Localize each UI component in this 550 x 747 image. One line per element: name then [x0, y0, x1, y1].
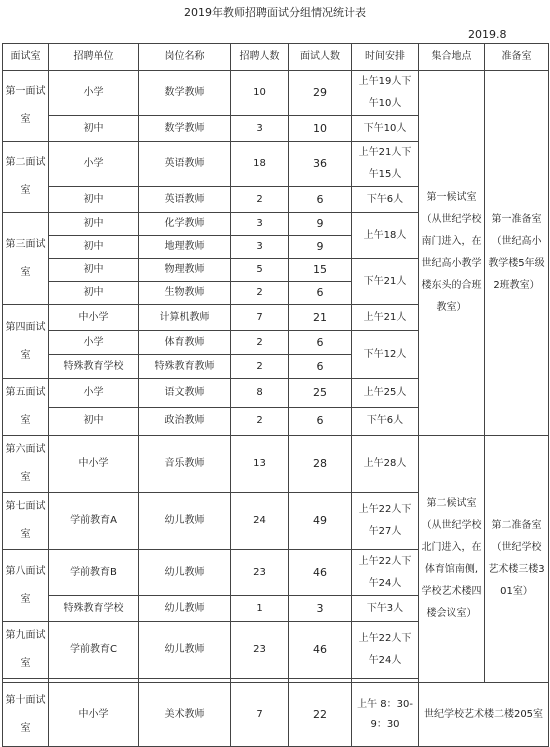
- interview-schedule-table: [2, 43, 549, 747]
- post-cell: 英语教师: [139, 187, 231, 213]
- hire-count-cell: 3: [231, 213, 289, 236]
- unit-cell: 小学: [49, 379, 139, 408]
- time-cell: 下午3人: [352, 596, 419, 622]
- unit-cell: 初中: [49, 407, 139, 436]
- unit-cell: 初中: [49, 236, 139, 259]
- time-cell: 下午10人: [352, 116, 419, 142]
- header-cell: 招聘人数: [231, 44, 289, 71]
- interview-count-cell: 6: [289, 407, 352, 436]
- assembly-cell: 第一候试室（从世纪学校南门进入，在世纪高小教学楼东头的合班教室）: [419, 71, 485, 436]
- time-cell: 下午21人: [352, 259, 419, 305]
- header-cell: 招聘单位: [49, 44, 139, 71]
- unit-cell: 特殊教育学校: [49, 596, 139, 622]
- time-cell: 上午25人: [352, 379, 419, 408]
- time-cell: 上午18人: [352, 213, 419, 259]
- unit-cell: 小学: [49, 331, 139, 355]
- hire-count-cell: 24: [231, 493, 289, 550]
- interview-count-cell: 21: [289, 305, 352, 331]
- header-cell: 时间安排: [352, 44, 419, 71]
- unit-cell: 学前教育A: [49, 493, 139, 550]
- room-cell: 第六面试室: [3, 436, 49, 493]
- post-cell: 化学教师: [139, 213, 231, 236]
- room-cell: 第七面试室: [3, 493, 49, 550]
- table-row: [3, 71, 549, 116]
- document-date: 2019.8: [468, 28, 507, 41]
- room-cell: 第五面试室: [3, 379, 49, 436]
- assembly-cell: 第二候试室（从世纪学校北门进入，在体育馆南侧,学校艺术楼四楼会议室）: [419, 436, 485, 683]
- interview-count-cell: 46: [289, 622, 352, 679]
- unit-cell: 初中: [49, 259, 139, 282]
- hire-count-cell: 2: [231, 355, 289, 379]
- document-title: 2019年教师招聘面试分组情况统计表: [184, 6, 366, 19]
- unit-cell: 特殊教育学校: [49, 355, 139, 379]
- prep-room-cell: 第一准备室（世纪高小教学楼5年级2班教室）: [485, 71, 549, 436]
- table-row: [3, 683, 549, 747]
- post-cell: 幼儿教师: [139, 596, 231, 622]
- hire-count-cell: 23: [231, 622, 289, 679]
- post-cell: 地理教师: [139, 236, 231, 259]
- hire-count-cell: 23: [231, 550, 289, 596]
- hire-count-cell: 2: [231, 407, 289, 436]
- interview-count-cell: 6: [289, 355, 352, 379]
- post-cell: 体育教师: [139, 331, 231, 355]
- room-cell: 第八面试室: [3, 550, 49, 622]
- hire-count-cell: 7: [231, 305, 289, 331]
- unit-cell: 小学: [49, 71, 139, 116]
- interview-count-cell: 6: [289, 331, 352, 355]
- room-cell: 第三面试室: [3, 213, 49, 305]
- location-cell: 世纪学校艺术楼二楼205室: [419, 683, 549, 747]
- hire-count-cell: 2: [231, 187, 289, 213]
- post-cell: 数学教师: [139, 116, 231, 142]
- header-row: [3, 44, 549, 71]
- hire-count-cell: 3: [231, 236, 289, 259]
- hire-count-cell: 1: [231, 596, 289, 622]
- time-cell: 下午6人: [352, 187, 419, 213]
- time-cell: 上午22人下午27人: [352, 493, 419, 550]
- hire-count-cell: 10: [231, 71, 289, 116]
- interview-count-cell: 36: [289, 142, 352, 187]
- post-cell: 政治教师: [139, 407, 231, 436]
- interview-count-cell: 9: [289, 213, 352, 236]
- hire-count-cell: 7: [231, 683, 289, 747]
- unit-cell: 学前教育B: [49, 550, 139, 596]
- room-cell: 第四面试室: [3, 305, 49, 379]
- interview-count-cell: 6: [289, 187, 352, 213]
- header-cell: 集合地点: [419, 44, 485, 71]
- post-cell: 幼儿教师: [139, 550, 231, 596]
- time-cell: 下午6人: [352, 407, 419, 436]
- interview-count-cell: 46: [289, 550, 352, 596]
- interview-count-cell: 6: [289, 282, 352, 305]
- post-cell: 语文教师: [139, 379, 231, 408]
- time-cell: 上午19人下午10人: [352, 71, 419, 116]
- header-cell: 准备室: [485, 44, 549, 71]
- unit-cell: 初中: [49, 187, 139, 213]
- post-cell: 计算机教师: [139, 305, 231, 331]
- hire-count-cell: 13: [231, 436, 289, 493]
- unit-cell: 小学: [49, 142, 139, 187]
- header-cell: 面试人数: [289, 44, 352, 71]
- interview-count-cell: 9: [289, 236, 352, 259]
- time-cell: 下午12人: [352, 331, 419, 379]
- interview-count-cell: 29: [289, 71, 352, 116]
- hire-count-cell: 2: [231, 331, 289, 355]
- unit-cell: 初中: [49, 213, 139, 236]
- unit-cell: 中小学: [49, 436, 139, 493]
- unit-cell: 初中: [49, 116, 139, 142]
- header-cell: 面试室: [3, 44, 49, 71]
- time-cell: 上午22人下午24人: [352, 622, 419, 679]
- hire-count-cell: 5: [231, 259, 289, 282]
- post-cell: 特殊教育教师: [139, 355, 231, 379]
- post-cell: 幼儿教师: [139, 493, 231, 550]
- room-cell: 第二面试室: [3, 142, 49, 213]
- time-cell: 上午28人: [352, 436, 419, 493]
- interview-count-cell: 22: [289, 683, 352, 747]
- header-cell: 岗位名称: [139, 44, 231, 71]
- hire-count-cell: 18: [231, 142, 289, 187]
- post-cell: 幼儿教师: [139, 622, 231, 679]
- post-cell: 音乐教师: [139, 436, 231, 493]
- post-cell: 生物教师: [139, 282, 231, 305]
- interview-count-cell: 49: [289, 493, 352, 550]
- interview-count-cell: 3: [289, 596, 352, 622]
- interview-count-cell: 15: [289, 259, 352, 282]
- time-cell: 上午 8：30-9：30: [352, 683, 419, 747]
- time-cell: 上午21人: [352, 305, 419, 331]
- unit-cell: 初中: [49, 282, 139, 305]
- post-cell: 数学教师: [139, 71, 231, 116]
- table-row: [3, 436, 549, 493]
- interview-count-cell: 25: [289, 379, 352, 408]
- time-cell: 上午22人下午24人: [352, 550, 419, 596]
- hire-count-cell: 8: [231, 379, 289, 408]
- prep-room-cell: 第二准备室（世纪学校艺术楼三楼301室）: [485, 436, 549, 683]
- post-cell: 英语教师: [139, 142, 231, 187]
- hire-count-cell: 3: [231, 116, 289, 142]
- room-cell: 第九面试室: [3, 622, 49, 679]
- unit-cell: 学前教育C: [49, 622, 139, 679]
- hire-count-cell: 2: [231, 282, 289, 305]
- unit-cell: 中小学: [49, 683, 139, 747]
- room-cell: 第十面试室: [3, 683, 49, 747]
- post-cell: 物理教师: [139, 259, 231, 282]
- interview-count-cell: 28: [289, 436, 352, 493]
- interview-count-cell: 10: [289, 116, 352, 142]
- room-cell: 第一面试室: [3, 71, 49, 142]
- time-cell: 上午21人下午15人: [352, 142, 419, 187]
- unit-cell: 中小学: [49, 305, 139, 331]
- post-cell: 美术教师: [139, 683, 231, 747]
